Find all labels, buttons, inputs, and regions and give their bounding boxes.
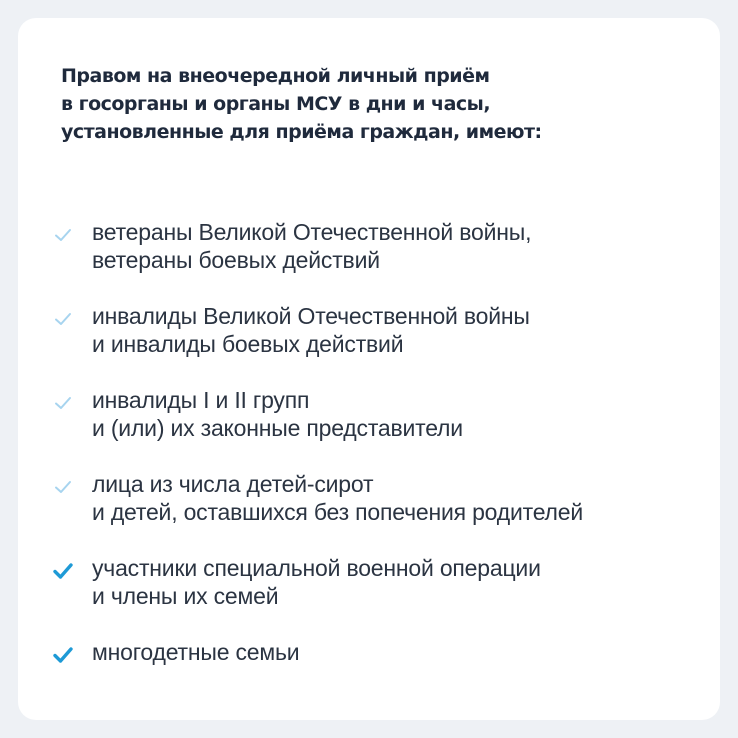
list-item-text <box>92 386 702 442</box>
info-card <box>18 18 720 720</box>
item-line: и инвалиды боевых действий <box>92 331 404 357</box>
list-item <box>52 638 702 722</box>
list-item-text <box>92 554 702 610</box>
item-line: и члены их семей <box>92 583 279 609</box>
list-item <box>52 554 702 638</box>
check-light-icon <box>52 308 74 330</box>
check-bold-icon <box>52 644 74 666</box>
card-heading <box>61 62 681 146</box>
check-light-icon <box>52 392 74 414</box>
item-line: многодетные семьи <box>92 639 300 665</box>
list-item-text <box>92 470 702 526</box>
list-item <box>52 386 702 470</box>
item-line: участники специальной военной операции <box>92 555 541 581</box>
list-item <box>52 302 702 386</box>
item-line: и детей, оставшихся без попечения родителей <box>92 499 583 525</box>
check-bold-icon <box>52 560 74 582</box>
item-line: и (или) их законные представители <box>92 415 463 441</box>
list-item <box>52 218 702 302</box>
heading-line: в госорганы и органы МСУ в дни и часы, <box>61 93 491 115</box>
check-light-icon <box>52 476 74 498</box>
item-line: ветераны Великой Отечественной войны, <box>92 219 532 245</box>
item-line: инвалиды Великой Отечественной войны <box>92 303 530 329</box>
heading-line: установленные для приёма граждан, имеют: <box>61 121 542 143</box>
list-item <box>52 470 702 554</box>
item-line: инвалиды I и II групп <box>92 387 310 413</box>
list-item-text <box>92 218 702 274</box>
eligible-list <box>52 218 702 722</box>
item-line: ветераны боевых действий <box>92 247 380 273</box>
list-item-text <box>92 638 702 666</box>
item-line: лица из числа детей-сирот <box>92 471 374 497</box>
check-light-icon <box>52 224 74 246</box>
list-item-text <box>92 302 702 358</box>
heading-line: Правом на внеочередной личный приём <box>61 65 490 87</box>
